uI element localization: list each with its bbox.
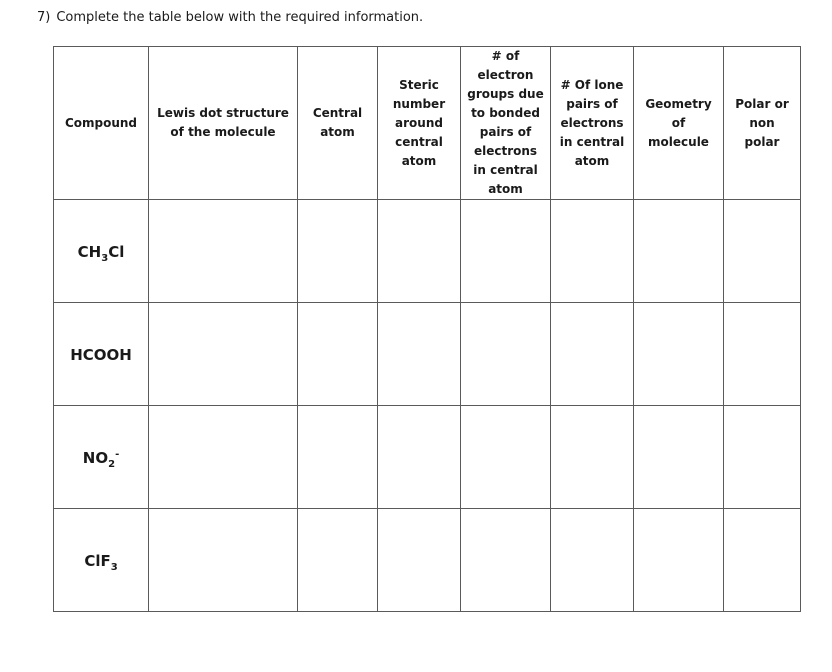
central-atom-cell[interactable] bbox=[298, 406, 378, 509]
table-row bbox=[54, 200, 801, 303]
lewis-structure-cell[interactable] bbox=[149, 200, 298, 303]
formula-subscript: 3 bbox=[110, 561, 118, 573]
formula-text: CH bbox=[77, 242, 102, 261]
header-bonded-groups-label: # of electron groups due to bonded pairs of electrons in central atom bbox=[467, 49, 544, 196]
central-atom-cell[interactable] bbox=[298, 303, 378, 406]
header-bonded-groups bbox=[461, 47, 551, 200]
question-text: Complete the table below with the required information. bbox=[56, 10, 424, 25]
polarity-cell[interactable] bbox=[724, 200, 801, 303]
bonded-groups-cell[interactable] bbox=[461, 509, 551, 612]
geometry-cell[interactable] bbox=[634, 509, 724, 612]
question-prompt bbox=[37, 10, 423, 25]
header-lone-pairs-label: # Of lone pairs of electrons in central atom bbox=[559, 77, 625, 168]
bonded-groups-cell[interactable] bbox=[461, 200, 551, 303]
lone-pairs-cell[interactable] bbox=[551, 509, 634, 612]
header-lewis-structure-label: Lewis dot structure of the molecule bbox=[157, 106, 289, 139]
lone-pairs-cell[interactable] bbox=[551, 200, 634, 303]
header-compound-label: Compound bbox=[64, 115, 138, 130]
header-steric-number bbox=[378, 47, 461, 200]
question-number: 7) bbox=[37, 10, 51, 25]
steric-number-cell[interactable] bbox=[378, 509, 461, 612]
lewis-structure-cell[interactable] bbox=[149, 303, 298, 406]
formula-text: NO bbox=[82, 448, 109, 467]
compound-formula bbox=[70, 346, 132, 364]
header-compound bbox=[54, 47, 149, 200]
lone-pairs-cell[interactable] bbox=[551, 406, 634, 509]
compound-formula bbox=[77, 242, 125, 264]
steric-number-cell[interactable] bbox=[378, 200, 461, 303]
lewis-structure-cell[interactable] bbox=[149, 509, 298, 612]
header-polarity-label: Polar or non polar bbox=[735, 96, 789, 149]
table-row bbox=[54, 509, 801, 612]
bonded-groups-cell[interactable] bbox=[461, 406, 551, 509]
compound-formula bbox=[82, 448, 120, 470]
steric-number-cell[interactable] bbox=[378, 406, 461, 509]
lone-pairs-cell[interactable] bbox=[551, 303, 634, 406]
header-geometry-label: Geometry of molecule bbox=[645, 96, 712, 149]
formula-text: HCOOH bbox=[70, 345, 132, 364]
formula-subscript: 2 bbox=[108, 458, 116, 470]
header-central-atom bbox=[298, 47, 378, 200]
lewis-structure-cell[interactable] bbox=[149, 406, 298, 509]
header-geometry bbox=[634, 47, 724, 200]
compound-cell bbox=[54, 200, 149, 303]
polarity-cell[interactable] bbox=[724, 406, 801, 509]
table-row bbox=[54, 303, 801, 406]
central-atom-cell[interactable] bbox=[298, 200, 378, 303]
header-central-atom-label: Central atom bbox=[312, 106, 363, 139]
geometry-cell[interactable] bbox=[634, 303, 724, 406]
central-atom-cell[interactable] bbox=[298, 509, 378, 612]
header-lone-pairs bbox=[551, 47, 634, 200]
formula-superscript: - bbox=[115, 448, 120, 460]
formula-subscript: 3 bbox=[101, 252, 109, 264]
steric-number-cell[interactable] bbox=[378, 303, 461, 406]
header-steric-number-label: Steric number around central atom bbox=[392, 77, 446, 168]
header-polarity bbox=[724, 47, 801, 200]
geometry-cell[interactable] bbox=[634, 200, 724, 303]
bonded-groups-cell[interactable] bbox=[461, 303, 551, 406]
header-row bbox=[54, 47, 801, 200]
polarity-cell[interactable] bbox=[724, 509, 801, 612]
formula-text: Cl bbox=[108, 242, 125, 261]
compound-cell bbox=[54, 509, 149, 612]
polarity-cell[interactable] bbox=[724, 303, 801, 406]
compound-cell bbox=[54, 303, 149, 406]
header-lewis-structure bbox=[149, 47, 298, 200]
chemistry-table bbox=[53, 46, 801, 612]
table-row bbox=[54, 406, 801, 509]
compound-formula bbox=[84, 551, 118, 573]
geometry-cell[interactable] bbox=[634, 406, 724, 509]
compound-cell bbox=[54, 406, 149, 509]
formula-text: ClF bbox=[84, 551, 111, 570]
